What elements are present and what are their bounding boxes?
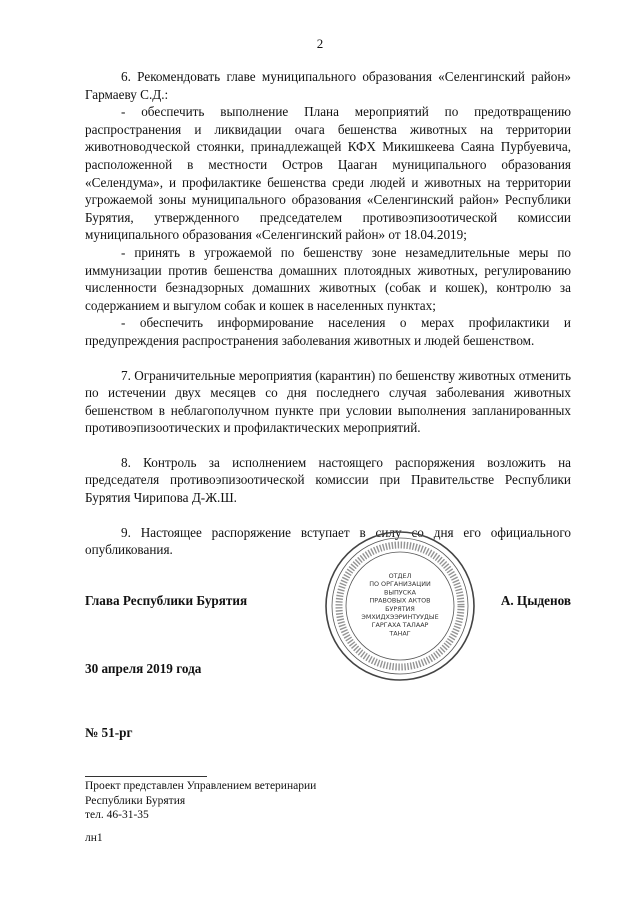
seal-text-line: ГАРГАХА ТАЛААР: [371, 621, 429, 630]
seal-text-line: ОТДЕЛ: [388, 572, 412, 580]
paragraph-6-item-3: - обеспечить информирование населения о мерах профилактики и предупреждения распространения заболевания животных и людей бешенством.: [85, 315, 571, 348]
footer-code: лн1: [85, 831, 103, 844]
signer-position: Глава Республики Бурятия: [85, 593, 248, 608]
seal-text-line: ЭМХИДХЭЭРИНТУУДЫЕ: [361, 613, 439, 621]
seal-text-line: ТАНАГ: [389, 629, 411, 638]
footer-line: тел. 46-31-35: [85, 809, 149, 821]
footer-line: Республики Бурятия: [85, 794, 186, 807]
seal-text-line: БУРЯТИЯ: [385, 604, 415, 613]
footer-note: [85, 779, 316, 845]
official-seal-stamp: [322, 528, 478, 684]
seal-text-line: ВЫПУСКА: [383, 588, 417, 597]
footer-divider: [85, 776, 207, 777]
document-body: [85, 68, 571, 559]
footer-line: Проект представлен Управлением ветеринарии: [85, 780, 317, 792]
seal-text-line: ПРАВОВЫХ АКТОВ: [369, 596, 431, 605]
signer-name: А. Цыденов: [500, 593, 571, 608]
seal-text-line: ПО ОРГАНИЗАЦИИ: [369, 580, 431, 589]
document-date: 30 апреля 2019 года: [85, 661, 202, 676]
paragraph-9: 9. Настоящее распоряжение вступает в силу со дня его официального опубликования.: [85, 524, 571, 558]
paragraph-6: 6. Рекомендовать главе муниципального образования «Селенгинский район» Гармаеву С.Д.:: [85, 69, 571, 102]
paragraph-6-item-1: - обеспечить выполнение Плана мероприятий по предотвращению распространения и ликвидации очага бешенства животных на территории животноводческой стоянки, принадлежащей КФХ Микишкеева Саяна Пурбуевича, расположенной в местности Остров Цааган муниципального образования «Селендума», и профилактике бешенства среди людей и животных на территории угрожаемой зоны муниципального образования «Селенгинский район» Республики Бурятия, утвержденного председателем противоэпизоотической комиссии муниципального образования «Селенгинский район» от 18.04.2019;: [85, 104, 571, 243]
document-number: № 51-рг: [85, 725, 133, 740]
paragraph-6-item-2: - принять в угрожаемой по бешенству зоне незамедлительные меры по иммунизации против бешенства домашних плотоядных животных, регулированию численности безнадзорных домашних животных (собак и кошек), контролю за содержанием и выгулом собак и кошек в населенных пунктах;: [85, 244, 571, 313]
paragraph-7: 7. Ограничительные мероприятия (карантин) по бешенству животных отменить по истечении двух месяцев со дня последнего случая заболевания животных бешенством в неблагополучном пункте при условии выполнения запланированных противоэпизоотических и профилактических мероприятий.: [85, 367, 571, 436]
page-number: 2: [316, 36, 324, 51]
paragraph-8: 8. Контроль за исполнением настоящего распоряжения возложить на председателя противоэпизоотической комиссии при Правительстве Республики Бурятия Чирипова Д-Ж.Ш.: [85, 454, 571, 506]
